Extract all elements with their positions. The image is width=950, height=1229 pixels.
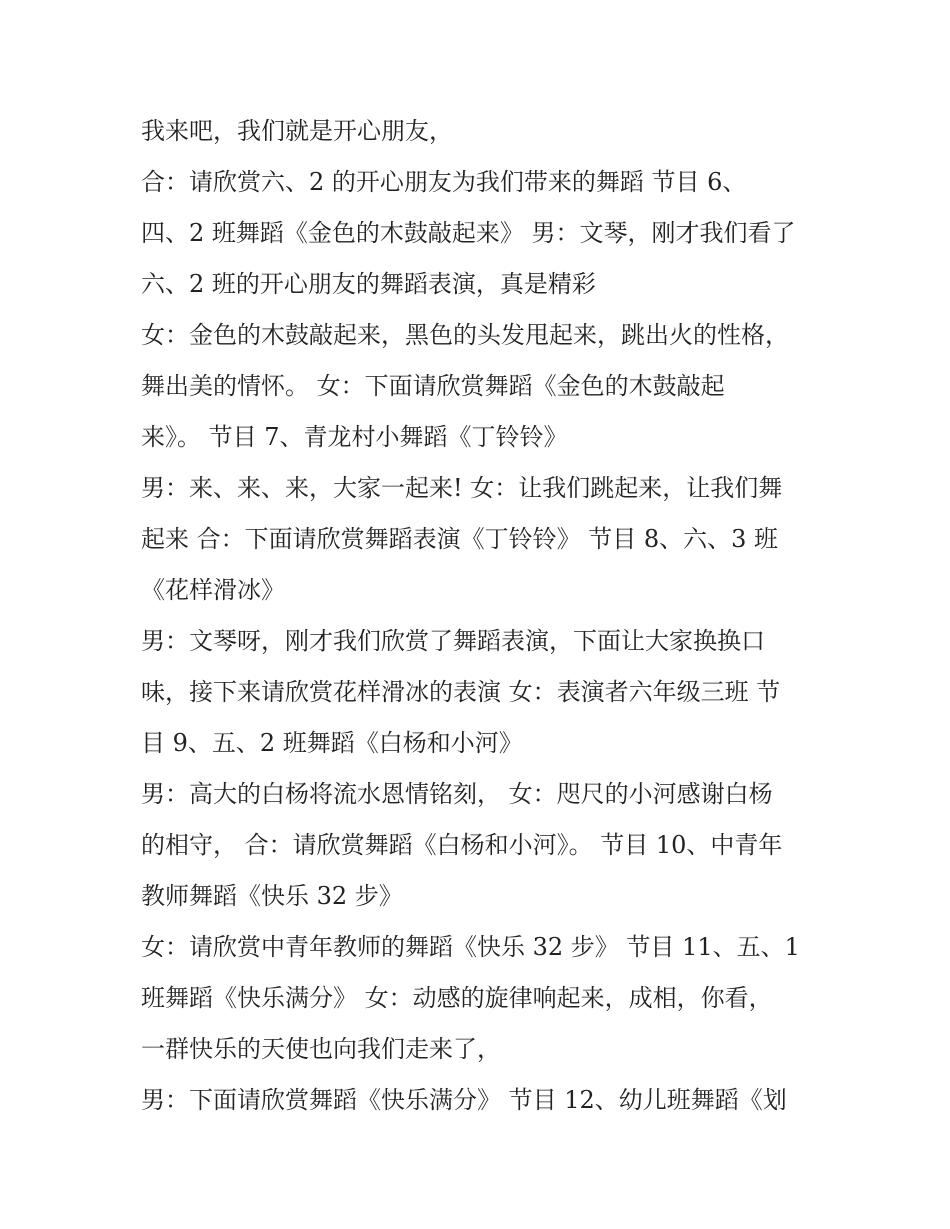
text-line: 的相守， 合：请欣赏舞蹈《白杨和小河》。 节目 10、中青年 (141, 831, 783, 859)
text-line: 目 9、五、2 班舞蹈《白杨和小河》 (141, 729, 523, 757)
text-line: 女：金色的木鼓敲起来，黑色的头发甩起来，跳出火的性格， (141, 321, 789, 349)
text-line: 男：来、来、来，大家一起来! 女：让我们跳起来，让我们舞 (141, 474, 783, 502)
text-line: 男：文琴呀，刚才我们欣赏了舞蹈表演，下面让大家换换口 (141, 627, 765, 655)
text-line: 女：请欣赏中青年教师的舞蹈《快乐 32 步》 节目 11、五、1 (141, 933, 800, 961)
text-line: 合：请欣赏六、2 的开心朋友为我们带来的舞蹈 节目 6、 (141, 168, 747, 196)
text-line: 起来 合：下面请欣赏舞蹈表演《丁铃铃》 节目 8、六、3 班 (141, 525, 779, 553)
text-line: 《花样滑冰》 (141, 576, 285, 604)
text-line: 味，接下来请欣赏花样滑冰的表演 女：表演者六年级三班 节 (141, 678, 781, 706)
text-line: 男：高大的白杨将流水恩情铭刻， 女：咫尺的小河感谢白杨 (141, 780, 773, 808)
text-line: 舞出美的情怀。 女：下面请欣赏舞蹈《金色的木鼓敲起 (141, 372, 725, 400)
text-line: 四、2 班舞蹈《金色的木鼓敲起来》 男：文琴，刚才我们看了 (141, 219, 796, 247)
text-line: 教师舞蹈《快乐 32 步》 (141, 882, 403, 910)
document-body (141, 106, 821, 1126)
text-line: 六、2 班的开心朋友的舞蹈表演，真是精彩 (141, 270, 596, 298)
text-line: 班舞蹈《快乐满分》 女：动感的旋律响起来，成相，你看， (141, 984, 773, 1012)
text-line: 我来吧，我们就是开心朋友， (141, 117, 453, 145)
text-line: 一群快乐的天使也向我们走来了， (141, 1035, 501, 1063)
text-line: 男：下面请欣赏舞蹈《快乐满分》 节目 12、幼儿班舞蹈《划 (141, 1086, 787, 1114)
text-line: 来》。 节目 7、青龙村小舞蹈《丁铃铃》 (141, 423, 568, 451)
